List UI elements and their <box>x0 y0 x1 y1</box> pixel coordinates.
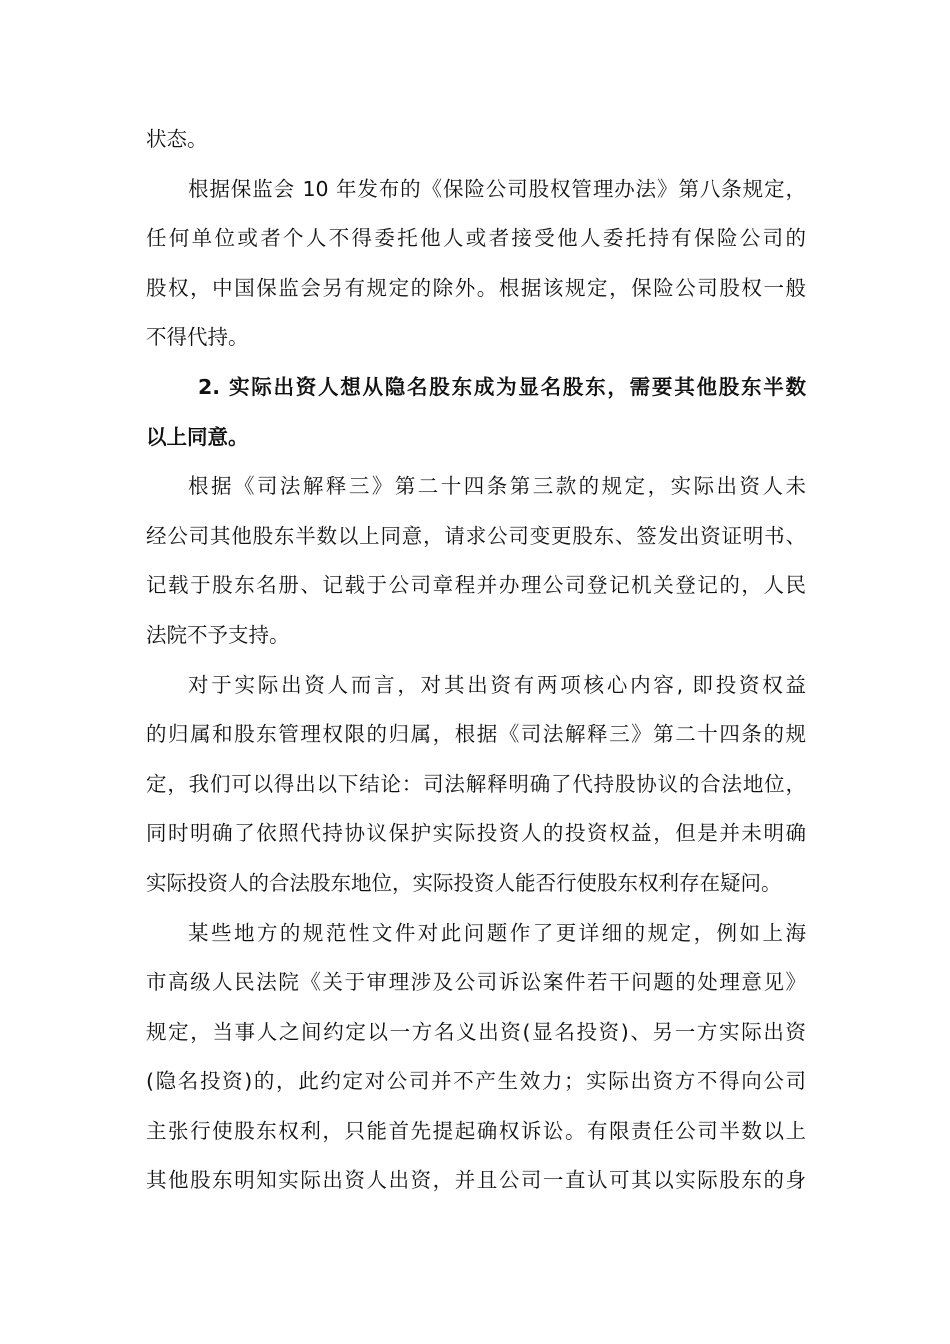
text-line: 任何单位或者个人不得委托他人或者接受他人委托持有保险公司的 <box>146 226 806 251</box>
paragraph-2-heading <box>146 363 806 462</box>
text-line: 市高级人民法院《关于审理涉及公司诉讼案件若干问题的处理意见》 <box>146 970 806 995</box>
paragraph-1 <box>146 165 806 363</box>
text-line: 其他股东明知实际出资人出资，并且公司一直认可其以实际股东的身 <box>146 1168 806 1193</box>
text-line: 定，我们可以得出以下结论：司法解释明确了代持股协议的合法地位， <box>146 771 806 796</box>
text-line: 的归属和股东管理权限的归属，根据《司法解释三》第二十四条的规 <box>146 722 806 747</box>
text-line: 对于实际出资人而言，对其出资有两项核心内容, 即投资权益 <box>188 672 806 697</box>
text-line: 同时明确了依照代持协议保护实际投资人的投资权益，但是并未明确 <box>146 821 806 846</box>
text-line: 股权，中国保监会另有规定的除外。根据该规定，保险公司股权一般 <box>146 275 806 300</box>
text-line: 规定，当事人之间约定以一方名义出资(显名投资)、另一方实际出资 <box>146 1019 806 1044</box>
text-line: 经公司其他股东半数以上同意，请求公司变更股东、签发出资证明书、 <box>146 523 806 548</box>
text-line: (隐名投资)的，此约定对公司并不产生效力；实际出资方不得向公司 <box>146 1069 806 1094</box>
text-line: 根据保监会 10 年发布的《保险公司股权管理办法》第八条规定， <box>188 176 806 201</box>
heading-line: 2. 实际出资人想从隐名股东成为显名股东，需要其他股东半数 <box>198 374 806 399</box>
text-line: 某些地方的规范性文件对此问题作了更详细的规定，例如上海 <box>188 920 806 945</box>
document-body <box>146 115 806 1206</box>
text-line: 状态。 <box>146 127 208 151</box>
paragraph-4 <box>146 661 806 909</box>
text-line: 不得代持。 <box>146 325 249 350</box>
text-line: 主张行使股东权利，只能首先提起确权诉讼。有限责任公司半数以上 <box>146 1118 806 1143</box>
text-line: 实际投资人的合法股东地位，实际投资人能否行使股东权利存在疑问。 <box>146 870 782 895</box>
text-line: 记载于股东名册、记载于公司章程并办理公司登记机关登记的，人民 <box>146 573 806 598</box>
text-line: 根据《司法解释三》第二十四条第三款的规定，实际出资人未 <box>188 474 806 499</box>
heading-line: 以上同意。 <box>146 424 249 449</box>
paragraph-3 <box>146 462 806 660</box>
text-line: 法院不予支持。 <box>146 622 290 647</box>
paragraph-5 <box>146 909 806 1207</box>
paragraph-0 <box>146 115 806 165</box>
